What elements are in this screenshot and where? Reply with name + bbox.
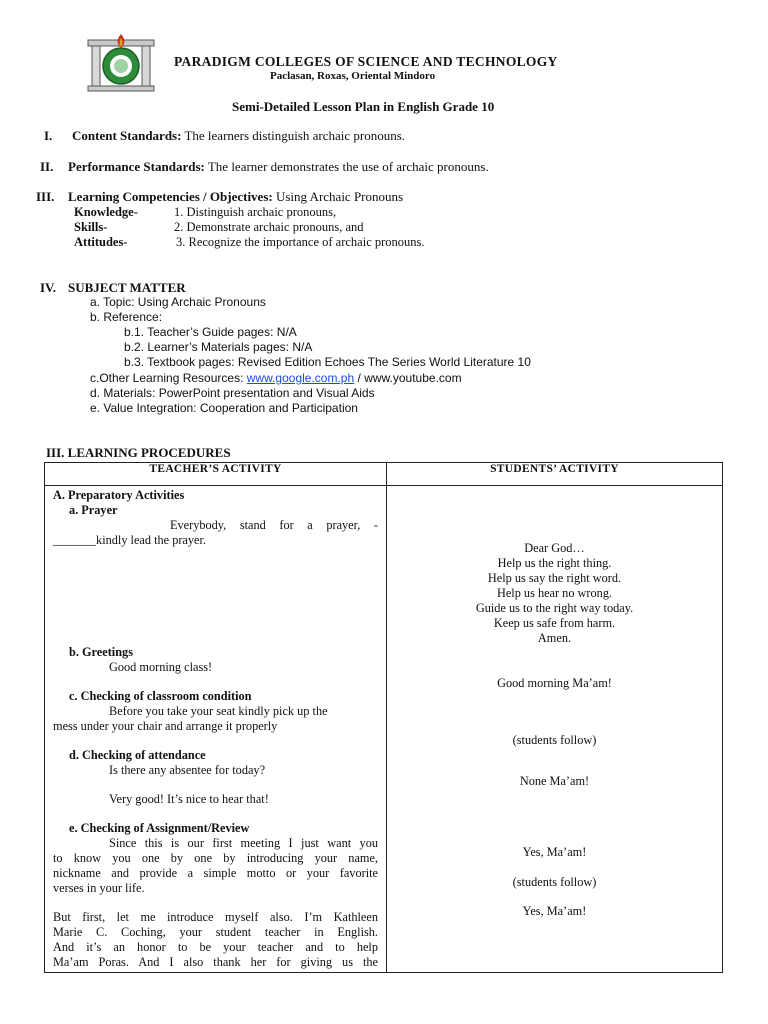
content-standards (44, 128, 405, 144)
prayer-response-line: Guide us to the right way today. (475, 601, 634, 615)
students-activity-header: STUDENTS’ ACTIVITY (387, 463, 723, 486)
objective-label: Knowledge- (74, 205, 138, 219)
prayer-response-line: Dear God… (524, 541, 585, 555)
performance-standards (40, 159, 489, 175)
section-label: Content Standards: (72, 128, 182, 143)
assignment-line: verses in your life. (53, 881, 145, 895)
section-label: SUBJECT MATTER (68, 280, 186, 295)
classroom-condition-line: Before you take your seat kindly pick up the (109, 704, 328, 718)
reference-item: b.1. Teacher’s Guide pages: N/A (124, 325, 297, 339)
attendance-heading: d. Checking of attendance (69, 748, 206, 762)
section-label: Learning Competencies / Objectives: (68, 189, 273, 204)
school-name: PARADIGM COLLEGES OF SCIENCE AND TECHNOLOGY (174, 54, 558, 69)
materials-line: d. Materials: PowerPoint presentation and Visual Aids (90, 386, 375, 400)
section-number: III. (36, 189, 55, 204)
section-number: IV. (40, 280, 57, 295)
attendance-line: Is there any absentee for today? (109, 763, 266, 777)
objective-text: 1. Distinguish archaic pronouns, (174, 205, 337, 219)
section-number: II. (40, 159, 54, 174)
introduction-line: But first, let me introduce myself also. I’m Kathleen (53, 910, 378, 924)
teacher-activity-header: TEACHER’S ACTIVITY (45, 463, 387, 486)
objective-label: Skills- (74, 220, 108, 234)
procedures-table (44, 462, 723, 973)
separator: / (357, 371, 361, 385)
introduction-line: Marie C. Coching, your student teacher in English. (53, 925, 378, 939)
attendance-response: None Ma’am! (519, 774, 590, 788)
subject-matter (40, 280, 186, 296)
school-address: Paclasan, Roxas, Oriental Mindoro (270, 70, 436, 82)
introduction-response: Yes, Ma’am! (522, 904, 587, 918)
introduction-line: And it’s an honor to be your teacher and to help (53, 940, 378, 954)
college-seal-icon (86, 32, 156, 94)
introduction-line: Ma’am Poras. And I also thank her for giving us the (53, 955, 378, 969)
reference-line: b. Reference: (90, 310, 163, 324)
greetings-heading: b. Greetings (69, 645, 133, 659)
classroom-condition-line: mess under your chair and arrange it properly (53, 719, 278, 733)
objective-skills (74, 220, 364, 235)
prayer-response-line: Help us hear no wrong. (496, 586, 613, 600)
learning-procedures-heading: III. LEARNING PROCEDURES (46, 445, 231, 460)
other-resources-line (90, 371, 462, 385)
section-text: Using Archaic Pronouns (275, 189, 404, 204)
assignment-line: to know you one by one by introducing your name, (53, 851, 378, 865)
prep-heading: A. Preparatory Activities (53, 488, 185, 502)
prayer-response-line: Keep us safe from harm. (493, 616, 616, 630)
reference-item: b.2. Learner’s Materials pages: N/A (124, 340, 313, 354)
objective-text: 3. Recognize the importance of archaic pronouns. (176, 235, 425, 249)
assignment-response: Yes, Ma’am! (522, 845, 587, 859)
greeting-response: Good morning Ma’am! (497, 676, 612, 690)
prayer-response-line: Help us say the right word. (487, 571, 622, 585)
section-text: The learner demonstrates the use of archaic pronouns. (207, 159, 489, 174)
attendance-line: Very good! It’s nice to hear that! (109, 792, 269, 806)
youtube-link: www.youtube.com (364, 371, 462, 385)
assignment-line: Since this is our first meeting I just want you (109, 836, 378, 850)
section-number: I. (44, 128, 53, 143)
classroom-condition-heading: c. Checking of classroom condition (69, 689, 252, 703)
prayer-heading: a. Prayer (69, 503, 118, 517)
objective-attitudes (74, 235, 425, 250)
assignment-response: (students follow) (512, 875, 597, 889)
assignment-heading: e. Checking of Assignment/Review (69, 821, 250, 835)
google-link[interactable]: www.google.com.ph (246, 371, 355, 385)
prayer-line: _______kindly lead the prayer. (53, 533, 206, 547)
prayer-line: Everybody, stand for a prayer, - (170, 518, 378, 532)
prayer-response-line: Help us the right thing. (497, 556, 612, 570)
teacher-activity-cell (45, 486, 387, 973)
topic-line: a. Topic: Using Archaic Pronouns (90, 295, 266, 309)
assignment-line: nickname and provide a simple motto or your favorite (53, 866, 378, 880)
learning-competencies (36, 189, 403, 205)
students-activity-cell (387, 486, 723, 973)
section-label: Performance Standards: (68, 159, 205, 174)
reference-item: b.3. Textbook pages: Revised Edition Echoes The Series World Literature 10 (124, 355, 531, 369)
value-integration-line: e. Value Integration: Cooperation and Participation (90, 401, 358, 415)
section-text: The learners distinguish archaic pronouns. (184, 128, 406, 143)
objective-text: 2. Demonstrate archaic pronouns, and (174, 220, 364, 234)
prayer-response-line: Amen. (537, 631, 572, 645)
other-resources-label: c.Other Learning Resources: (90, 371, 244, 385)
condition-response: (students follow) (512, 733, 597, 747)
objective-label: Attitudes- (74, 235, 128, 249)
greetings-line: Good morning class! (109, 660, 213, 674)
lesson-plan-title: Semi-Detailed Lesson Plan in English Grade 10 (232, 99, 495, 114)
objective-knowledge (74, 205, 336, 220)
